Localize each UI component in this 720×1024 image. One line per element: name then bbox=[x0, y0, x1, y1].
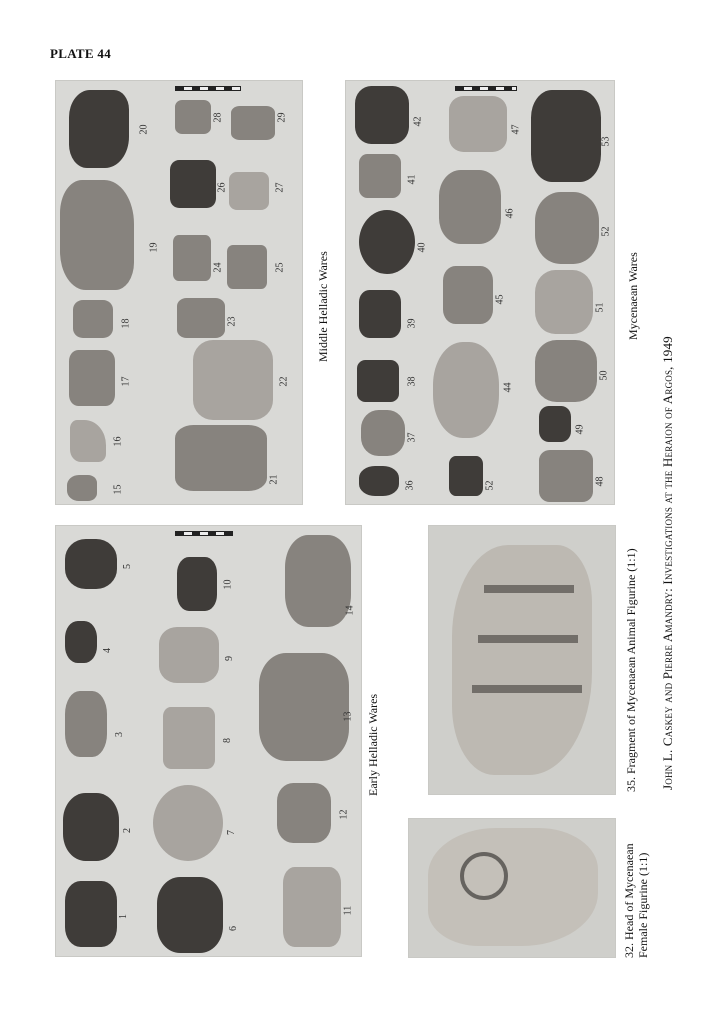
shard-28 bbox=[175, 100, 211, 134]
shard-39 bbox=[359, 290, 401, 338]
photo-mycenaean-wares bbox=[345, 80, 615, 505]
label-7: 7 bbox=[226, 830, 237, 835]
shard-36 bbox=[359, 466, 399, 496]
shard-11 bbox=[283, 867, 341, 947]
shard-26 bbox=[170, 160, 216, 208]
shard-12 bbox=[277, 783, 331, 843]
label-27: 27 bbox=[274, 182, 286, 193]
label-45: 45 bbox=[494, 294, 506, 305]
shard-10 bbox=[177, 557, 217, 611]
label-13: 13 bbox=[342, 711, 354, 722]
shard-15 bbox=[67, 475, 97, 501]
shard-38 bbox=[357, 360, 399, 402]
label-5: 5 bbox=[122, 564, 133, 569]
caption-head-figurine-line1: 32. Head of Mycenaean bbox=[622, 843, 636, 958]
label-10: 10 bbox=[222, 579, 234, 590]
label-4: 4 bbox=[102, 648, 113, 653]
label-41: 41 bbox=[406, 174, 418, 185]
plate-credit: John L. Caskey and Pierre Amandry: Investigations at the Heraion of Argos, 1949 bbox=[660, 336, 675, 790]
label-29: 29 bbox=[276, 112, 288, 123]
label-37: 37 bbox=[406, 432, 418, 443]
shard-19 bbox=[60, 180, 134, 290]
shard-23 bbox=[177, 298, 225, 338]
shard-8 bbox=[163, 707, 215, 769]
title-early-helladic: Early Helladic Wares bbox=[366, 693, 380, 796]
shard-27 bbox=[229, 172, 269, 210]
label-39: 39 bbox=[406, 318, 418, 329]
label-36: 36 bbox=[404, 480, 416, 491]
shard-53 bbox=[531, 90, 601, 182]
shard-37 bbox=[361, 410, 405, 456]
label-40: 40 bbox=[416, 242, 428, 253]
shard-47 bbox=[449, 96, 507, 152]
shard-3 bbox=[65, 691, 107, 757]
shard-22 bbox=[193, 340, 273, 420]
label-9: 9 bbox=[224, 656, 235, 661]
label-17: 17 bbox=[120, 376, 132, 387]
label-42: 42 bbox=[412, 116, 424, 127]
shard-1 bbox=[65, 881, 117, 947]
label-21: 21 bbox=[268, 474, 280, 485]
shard-13 bbox=[259, 653, 349, 761]
head-figurine bbox=[428, 828, 598, 946]
shard-43 bbox=[449, 456, 483, 496]
shard-9 bbox=[159, 627, 219, 683]
shard-17 bbox=[69, 350, 115, 406]
shard-44 bbox=[433, 342, 499, 438]
label-44: 44 bbox=[502, 382, 514, 393]
plate-number: PLATE 44 bbox=[50, 46, 112, 61]
scale-bar bbox=[455, 86, 517, 91]
label-38: 38 bbox=[406, 376, 418, 387]
figurine-stripe bbox=[478, 635, 578, 643]
shard-48 bbox=[539, 450, 593, 502]
shard-4 bbox=[65, 621, 97, 663]
figurine-eye bbox=[460, 852, 508, 900]
title-mycenaean-wares: Mycenaean Wares bbox=[626, 252, 640, 340]
label-25: 25 bbox=[274, 262, 286, 273]
shard-7 bbox=[153, 785, 223, 861]
shard-14 bbox=[285, 535, 351, 627]
label-48: 48 bbox=[594, 476, 606, 487]
shard-16 bbox=[70, 420, 106, 462]
label-53: 53 bbox=[600, 136, 612, 147]
shard-2 bbox=[63, 793, 119, 861]
shard-40 bbox=[359, 210, 415, 274]
label-28: 28 bbox=[212, 112, 224, 123]
shard-50 bbox=[535, 340, 597, 402]
shard-24 bbox=[173, 235, 211, 281]
shard-20 bbox=[69, 90, 129, 168]
label-19: 19 bbox=[148, 242, 160, 253]
shard-52 bbox=[535, 192, 599, 264]
shard-21 bbox=[175, 425, 267, 491]
photo-early-helladic bbox=[55, 525, 362, 957]
shard-51 bbox=[535, 270, 593, 334]
label-20: 20 bbox=[138, 124, 150, 135]
label-49: 49 bbox=[574, 424, 586, 435]
shard-49 bbox=[539, 406, 571, 442]
label-47: 47 bbox=[510, 124, 522, 135]
label-14: 14 bbox=[344, 605, 356, 616]
figurine-stripe bbox=[472, 685, 582, 693]
label-22: 22 bbox=[278, 376, 290, 387]
figurine-stripe bbox=[484, 585, 574, 593]
label-24: 24 bbox=[212, 262, 224, 273]
label-51: 51 bbox=[594, 302, 606, 313]
label-1: 1 bbox=[118, 914, 129, 919]
label-11: 11 bbox=[342, 905, 354, 916]
label-2: 2 bbox=[122, 828, 133, 833]
scale-bar bbox=[175, 86, 241, 91]
title-middle-helladic: Middle Helladic Wares bbox=[316, 251, 330, 362]
label-8: 8 bbox=[222, 738, 233, 743]
shard-5 bbox=[65, 539, 117, 589]
caption-animal-figurine: 35. Fragment of Mycenaean Animal Figurine (1:1) bbox=[624, 548, 638, 792]
label-16: 16 bbox=[112, 436, 124, 447]
label-12: 12 bbox=[338, 809, 350, 820]
shard-42 bbox=[355, 86, 409, 144]
shard-29 bbox=[231, 106, 275, 140]
label-23: 23 bbox=[226, 316, 238, 327]
label-26: 26 bbox=[216, 182, 228, 193]
label-50: 50 bbox=[598, 370, 610, 381]
label-15: 15 bbox=[112, 484, 124, 495]
label-18: 18 bbox=[120, 318, 132, 329]
photo-head-figurine bbox=[408, 818, 616, 958]
label-6: 6 bbox=[228, 926, 239, 931]
shard-41 bbox=[359, 154, 401, 198]
shard-18 bbox=[73, 300, 113, 338]
animal-figurine-fragment bbox=[452, 545, 592, 775]
shard-46 bbox=[439, 170, 501, 244]
shard-6 bbox=[157, 877, 223, 953]
shard-45 bbox=[443, 266, 493, 324]
label-46: 46 bbox=[504, 208, 516, 219]
label-52: 52 bbox=[600, 226, 612, 237]
shard-25 bbox=[227, 245, 267, 289]
scale-bar bbox=[175, 531, 233, 536]
label-43: 52 bbox=[484, 480, 496, 491]
caption-head-figurine-line2: Female Figurine (1:1) bbox=[636, 852, 650, 958]
label-3: 3 bbox=[114, 732, 125, 737]
photo-middle-helladic bbox=[55, 80, 303, 505]
photo-animal-figurine bbox=[428, 525, 616, 795]
